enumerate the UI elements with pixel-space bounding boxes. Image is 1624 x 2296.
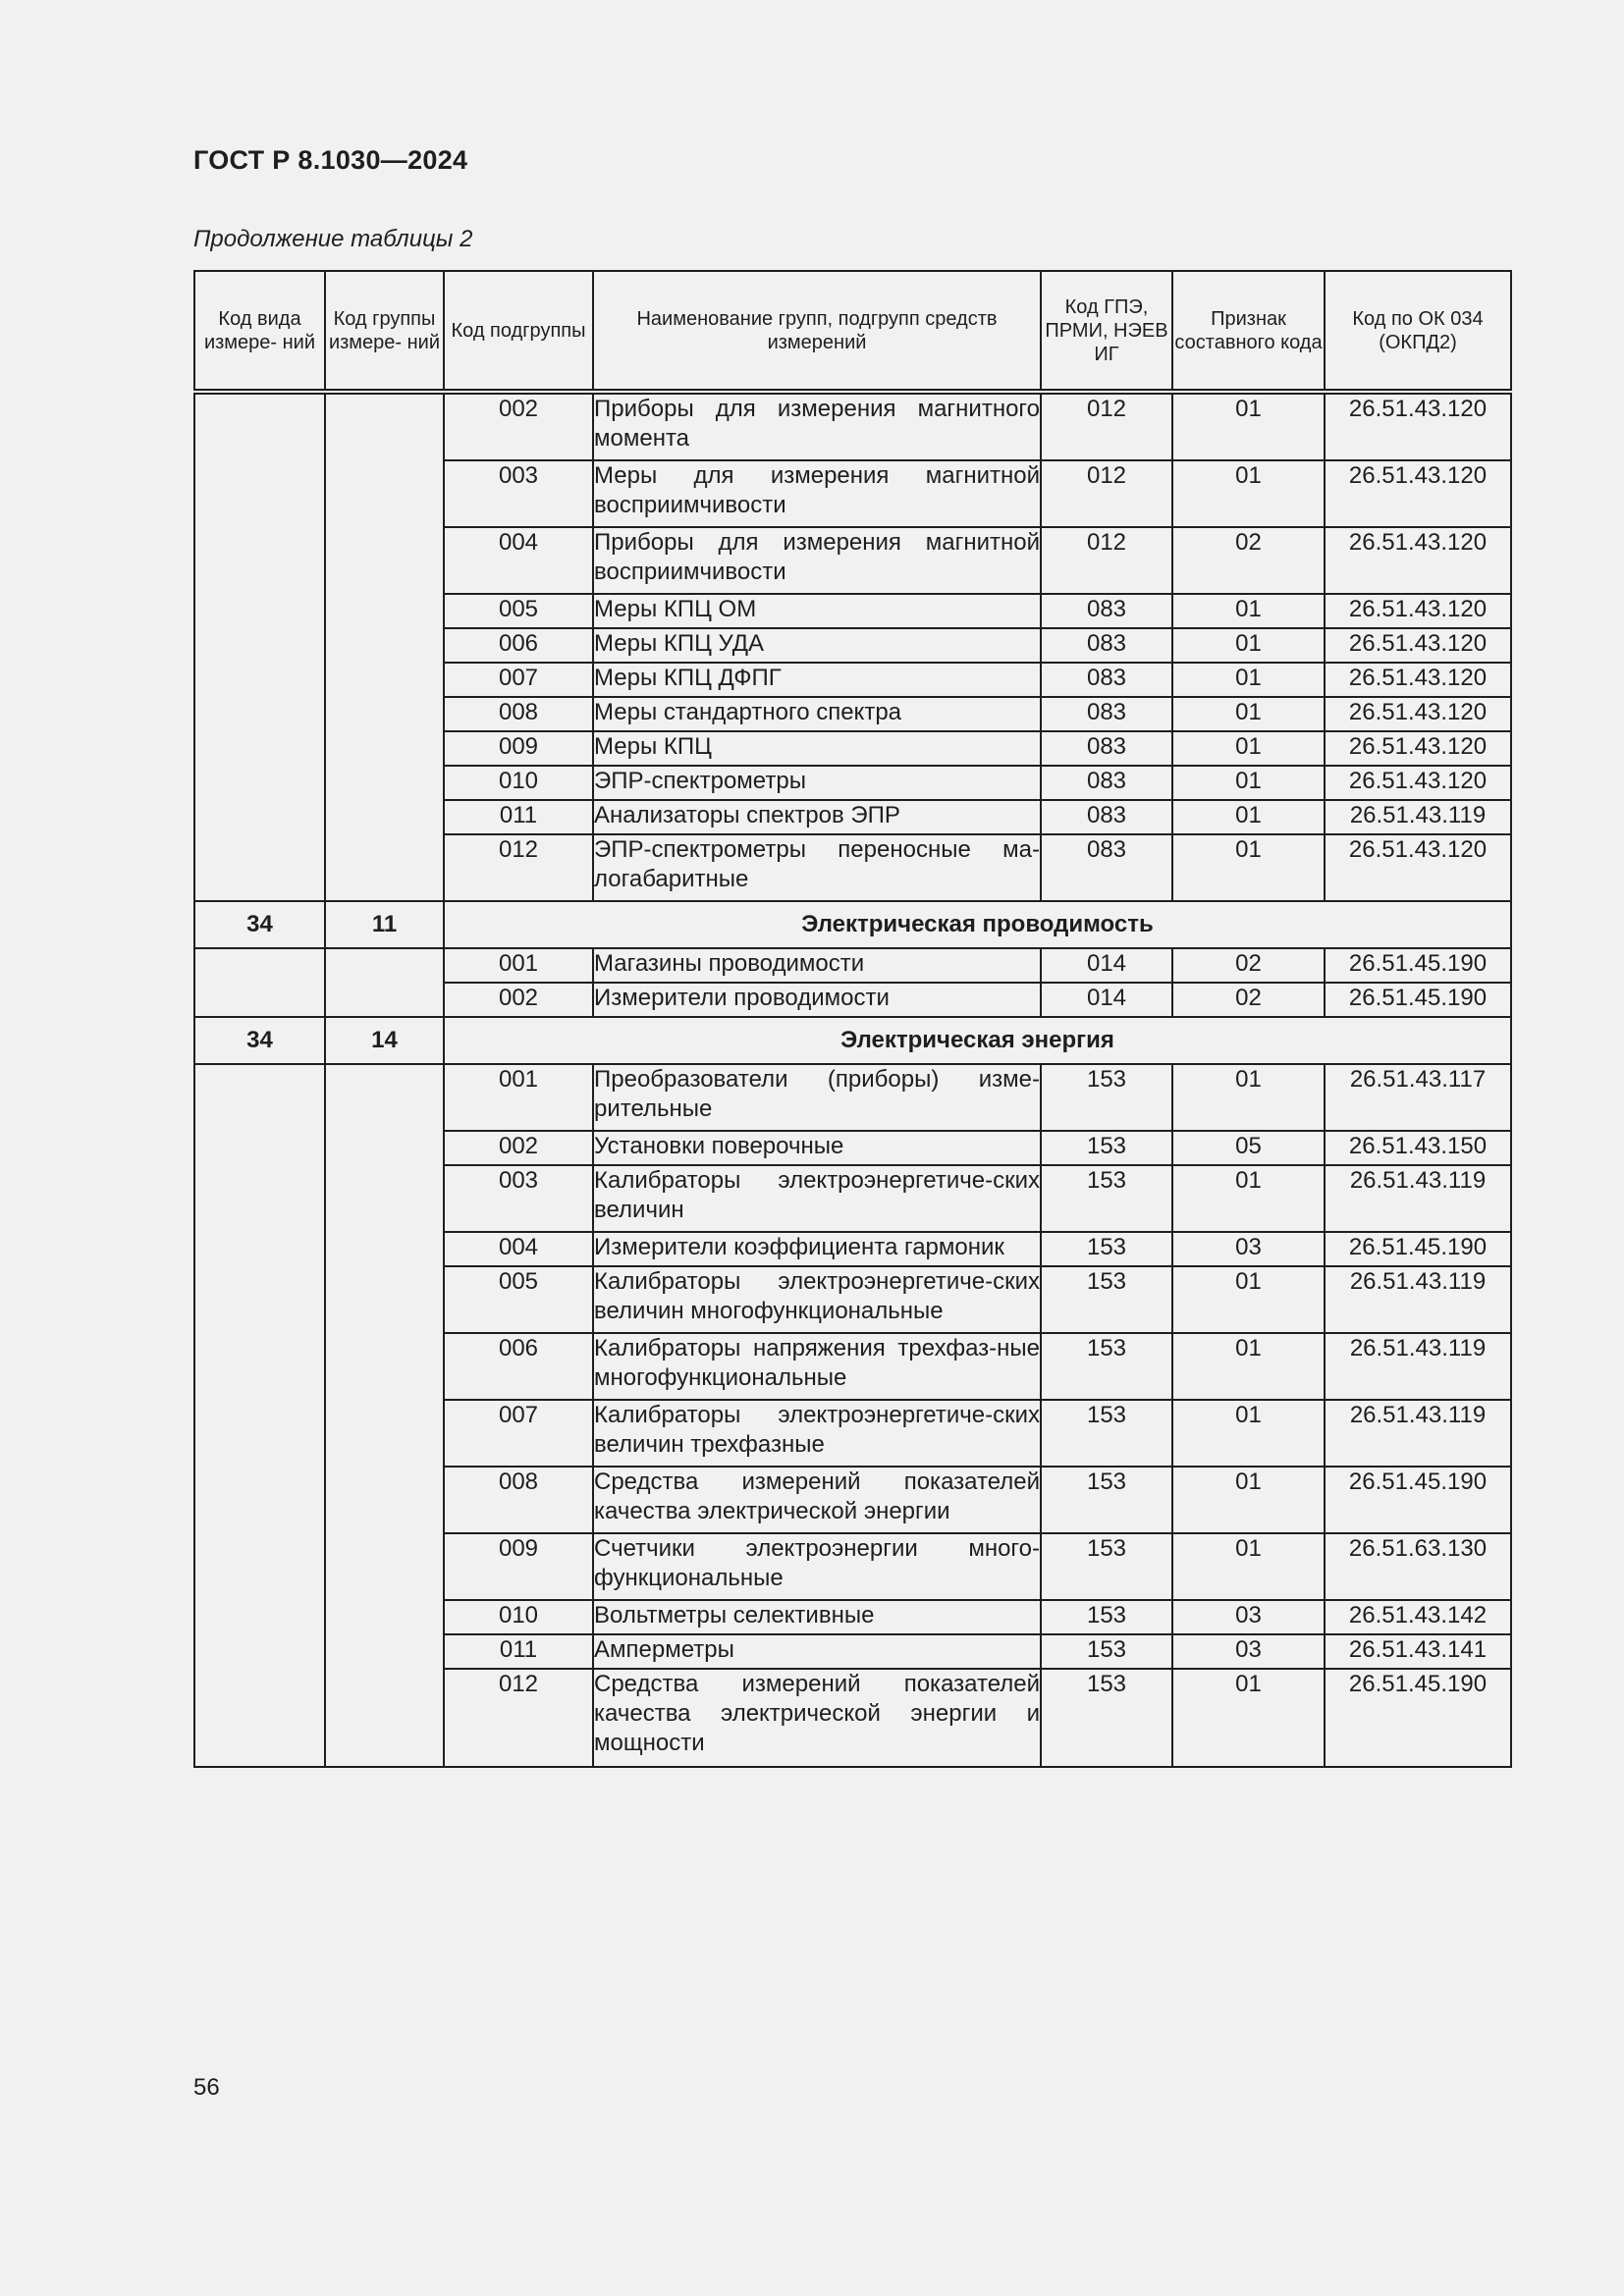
group-name: Средства измерений показателей качества электрической энергии и мощности [593, 1669, 1041, 1767]
header-gpe-code: Код ГПЭ, ПРМИ, НЭЕВ ИГ [1041, 271, 1172, 392]
gpe-code: 083 [1041, 800, 1172, 834]
composite-sign: 03 [1172, 1600, 1325, 1634]
table-row [194, 392, 1511, 460]
gpe-code: 083 [1041, 697, 1172, 731]
composite-sign: 01 [1172, 1669, 1325, 1767]
subgroup-code: 007 [444, 1400, 593, 1467]
group-name: Преобразователи (приборы) изме-рительные [593, 1064, 1041, 1131]
group-group-code: 11 [325, 901, 444, 948]
group-name: ЭПР-спектрометры переносные ма-логабаритные [593, 834, 1041, 901]
group-name: Амперметры [593, 1634, 1041, 1669]
group-name: Меры КПЦ УДА [593, 628, 1041, 663]
okpd-code: 26.51.43.120 [1325, 834, 1511, 901]
gpe-code: 012 [1041, 392, 1172, 460]
group-name: Счетчики электроэнергии много-функциональные [593, 1533, 1041, 1600]
subgroup-code: 001 [444, 1064, 593, 1131]
header-subgroup-code: Код подгруппы [444, 271, 593, 392]
composite-sign: 01 [1172, 1400, 1325, 1467]
subgroup-code: 005 [444, 1266, 593, 1333]
table-row [194, 948, 1511, 983]
okpd-code: 26.51.43.141 [1325, 1634, 1511, 1669]
group-name: Меры КПЦ ОМ [593, 594, 1041, 628]
subgroup-code: 002 [444, 1131, 593, 1165]
composite-sign: 01 [1172, 594, 1325, 628]
header-group-code: Код группы измере- ний [325, 271, 444, 392]
header-kind-code: Код вида измере- ний [194, 271, 325, 392]
group-group-code: 14 [325, 1017, 444, 1064]
gpe-code: 153 [1041, 1634, 1172, 1669]
subgroup-code: 011 [444, 1634, 593, 1669]
group-kind-code: 34 [194, 1017, 325, 1064]
subgroup-code: 010 [444, 766, 593, 800]
okpd-code: 26.51.43.120 [1325, 731, 1511, 766]
group-title: Электрическая проводимость [444, 901, 1511, 948]
subgroup-code: 010 [444, 1600, 593, 1634]
group-name: Калибраторы электроэнергетиче-ских величин трехфазные [593, 1400, 1041, 1467]
okpd-code: 26.51.43.150 [1325, 1131, 1511, 1165]
group-code-cell [325, 392, 444, 901]
header-composite-sign: Признак составного кода [1172, 271, 1325, 392]
group-name: Меры стандартного спектра [593, 697, 1041, 731]
gpe-code: 153 [1041, 1232, 1172, 1266]
gpe-code: 083 [1041, 766, 1172, 800]
composite-sign: 01 [1172, 663, 1325, 697]
composite-sign: 03 [1172, 1634, 1325, 1669]
okpd-code: 26.51.45.190 [1325, 1467, 1511, 1533]
gpe-code: 153 [1041, 1669, 1172, 1767]
subgroup-code: 003 [444, 1165, 593, 1232]
kind-code-cell [194, 1064, 325, 1767]
gpe-code: 014 [1041, 983, 1172, 1017]
okpd-code: 26.51.43.142 [1325, 1600, 1511, 1634]
gpe-code: 153 [1041, 1064, 1172, 1131]
okpd-code: 26.51.43.119 [1325, 1165, 1511, 1232]
composite-sign: 01 [1172, 460, 1325, 527]
composite-sign: 01 [1172, 1333, 1325, 1400]
group-name: Калибраторы напряжения трехфаз-ные многофункциональные [593, 1333, 1041, 1400]
table-caption: Продолжение таблицы 2 [193, 226, 473, 252]
okpd-code: 26.51.45.190 [1325, 948, 1511, 983]
subgroup-code: 003 [444, 460, 593, 527]
table-row [194, 1064, 1511, 1131]
composite-sign: 02 [1172, 983, 1325, 1017]
group-title: Электрическая энергия [444, 1017, 1511, 1064]
gpe-code: 083 [1041, 594, 1172, 628]
gpe-code: 012 [1041, 527, 1172, 594]
gpe-code: 083 [1041, 731, 1172, 766]
group-name: Измерители проводимости [593, 983, 1041, 1017]
okpd-code: 26.51.43.120 [1325, 460, 1511, 527]
composite-sign: 01 [1172, 731, 1325, 766]
composite-sign: 01 [1172, 1467, 1325, 1533]
subgroup-code: 006 [444, 1333, 593, 1400]
okpd-code: 26.51.43.120 [1325, 392, 1511, 460]
okpd-code: 26.51.43.119 [1325, 1266, 1511, 1333]
group-name: Магазины проводимости [593, 948, 1041, 983]
composite-sign: 01 [1172, 800, 1325, 834]
subgroup-code: 001 [444, 948, 593, 983]
group-name: Калибраторы электроэнергетиче-ских величин [593, 1165, 1041, 1232]
subgroup-code: 008 [444, 1467, 593, 1533]
subgroup-code: 012 [444, 1669, 593, 1767]
gpe-code: 153 [1041, 1165, 1172, 1232]
page-number: 56 [193, 2074, 220, 2101]
gpe-code: 153 [1041, 1400, 1172, 1467]
header-name: Наименование групп, подгрупп средств измерений [593, 271, 1041, 392]
subgroup-code: 009 [444, 1533, 593, 1600]
group-name: Приборы для измерения магнитной восприимчивости [593, 527, 1041, 594]
okpd-code: 26.51.43.120 [1325, 663, 1511, 697]
table-header-row [194, 271, 1511, 392]
composite-sign: 01 [1172, 834, 1325, 901]
gpe-code: 153 [1041, 1131, 1172, 1165]
okpd-code: 26.51.43.120 [1325, 594, 1511, 628]
gpe-code: 153 [1041, 1533, 1172, 1600]
group-name: Калибраторы электроэнергетиче-ских величин многофункциональные [593, 1266, 1041, 1333]
subgroup-code: 005 [444, 594, 593, 628]
subgroup-code: 007 [444, 663, 593, 697]
kind-code-cell [194, 948, 325, 1017]
group-name: Приборы для измерения магнитного момента [593, 392, 1041, 460]
composite-sign: 01 [1172, 1533, 1325, 1600]
group-code-cell [325, 1064, 444, 1767]
group-name: Вольтметры селективные [593, 1600, 1041, 1634]
gpe-code: 014 [1041, 948, 1172, 983]
okpd-code: 26.51.43.119 [1325, 1400, 1511, 1467]
subgroup-code: 009 [444, 731, 593, 766]
group-name: Установки поверочные [593, 1131, 1041, 1165]
subgroup-code: 004 [444, 527, 593, 594]
okpd-code: 26.51.45.190 [1325, 1232, 1511, 1266]
subgroup-code: 011 [444, 800, 593, 834]
group-name: Меры КПЦ [593, 731, 1041, 766]
subgroup-code: 008 [444, 697, 593, 731]
okpd-code: 26.51.63.130 [1325, 1533, 1511, 1600]
group-kind-code: 34 [194, 901, 325, 948]
group-name: Анализаторы спектров ЭПР [593, 800, 1041, 834]
composite-sign: 01 [1172, 628, 1325, 663]
composite-sign: 03 [1172, 1232, 1325, 1266]
header-okpd-code: Код по ОК 034 (ОКПД2) [1325, 271, 1511, 392]
subgroup-code: 006 [444, 628, 593, 663]
group-name: Измерители коэффициента гармоник [593, 1232, 1041, 1266]
subgroup-code: 004 [444, 1232, 593, 1266]
group-code-cell [325, 948, 444, 1017]
okpd-code: 26.51.43.117 [1325, 1064, 1511, 1131]
okpd-code: 26.51.43.120 [1325, 628, 1511, 663]
group-name: Меры КПЦ ДФПГ [593, 663, 1041, 697]
gpe-code: 153 [1041, 1266, 1172, 1333]
composite-sign: 01 [1172, 1266, 1325, 1333]
subgroup-code: 002 [444, 392, 593, 460]
gpe-code: 083 [1041, 663, 1172, 697]
gpe-code: 153 [1041, 1333, 1172, 1400]
gpe-code: 153 [1041, 1600, 1172, 1634]
composite-sign: 01 [1172, 392, 1325, 460]
group-name: Меры для измерения магнитной восприимчивости [593, 460, 1041, 527]
classification-table [193, 270, 1512, 1768]
composite-sign: 02 [1172, 527, 1325, 594]
composite-sign: 01 [1172, 766, 1325, 800]
okpd-code: 26.51.43.120 [1325, 766, 1511, 800]
group-name: ЭПР-спектрометры [593, 766, 1041, 800]
okpd-code: 26.51.43.120 [1325, 697, 1511, 731]
okpd-code: 26.51.43.119 [1325, 1333, 1511, 1400]
composite-sign: 01 [1172, 697, 1325, 731]
kind-code-cell [194, 392, 325, 901]
group-row-conductivity [194, 901, 1511, 948]
gpe-code: 012 [1041, 460, 1172, 527]
composite-sign: 01 [1172, 1064, 1325, 1131]
composite-sign: 02 [1172, 948, 1325, 983]
subgroup-code: 002 [444, 983, 593, 1017]
gpe-code: 153 [1041, 1467, 1172, 1533]
subgroup-code: 012 [444, 834, 593, 901]
composite-sign: 01 [1172, 1165, 1325, 1232]
document-title: ГОСТ Р 8.1030—2024 [193, 145, 468, 175]
okpd-code: 26.51.45.190 [1325, 983, 1511, 1017]
okpd-code: 26.51.43.120 [1325, 527, 1511, 594]
okpd-code: 26.51.43.119 [1325, 800, 1511, 834]
group-row-energy [194, 1017, 1511, 1064]
composite-sign: 05 [1172, 1131, 1325, 1165]
gpe-code: 083 [1041, 834, 1172, 901]
group-name: Средства измерений показателей качества электрической энергии [593, 1467, 1041, 1533]
gpe-code: 083 [1041, 628, 1172, 663]
okpd-code: 26.51.45.190 [1325, 1669, 1511, 1767]
